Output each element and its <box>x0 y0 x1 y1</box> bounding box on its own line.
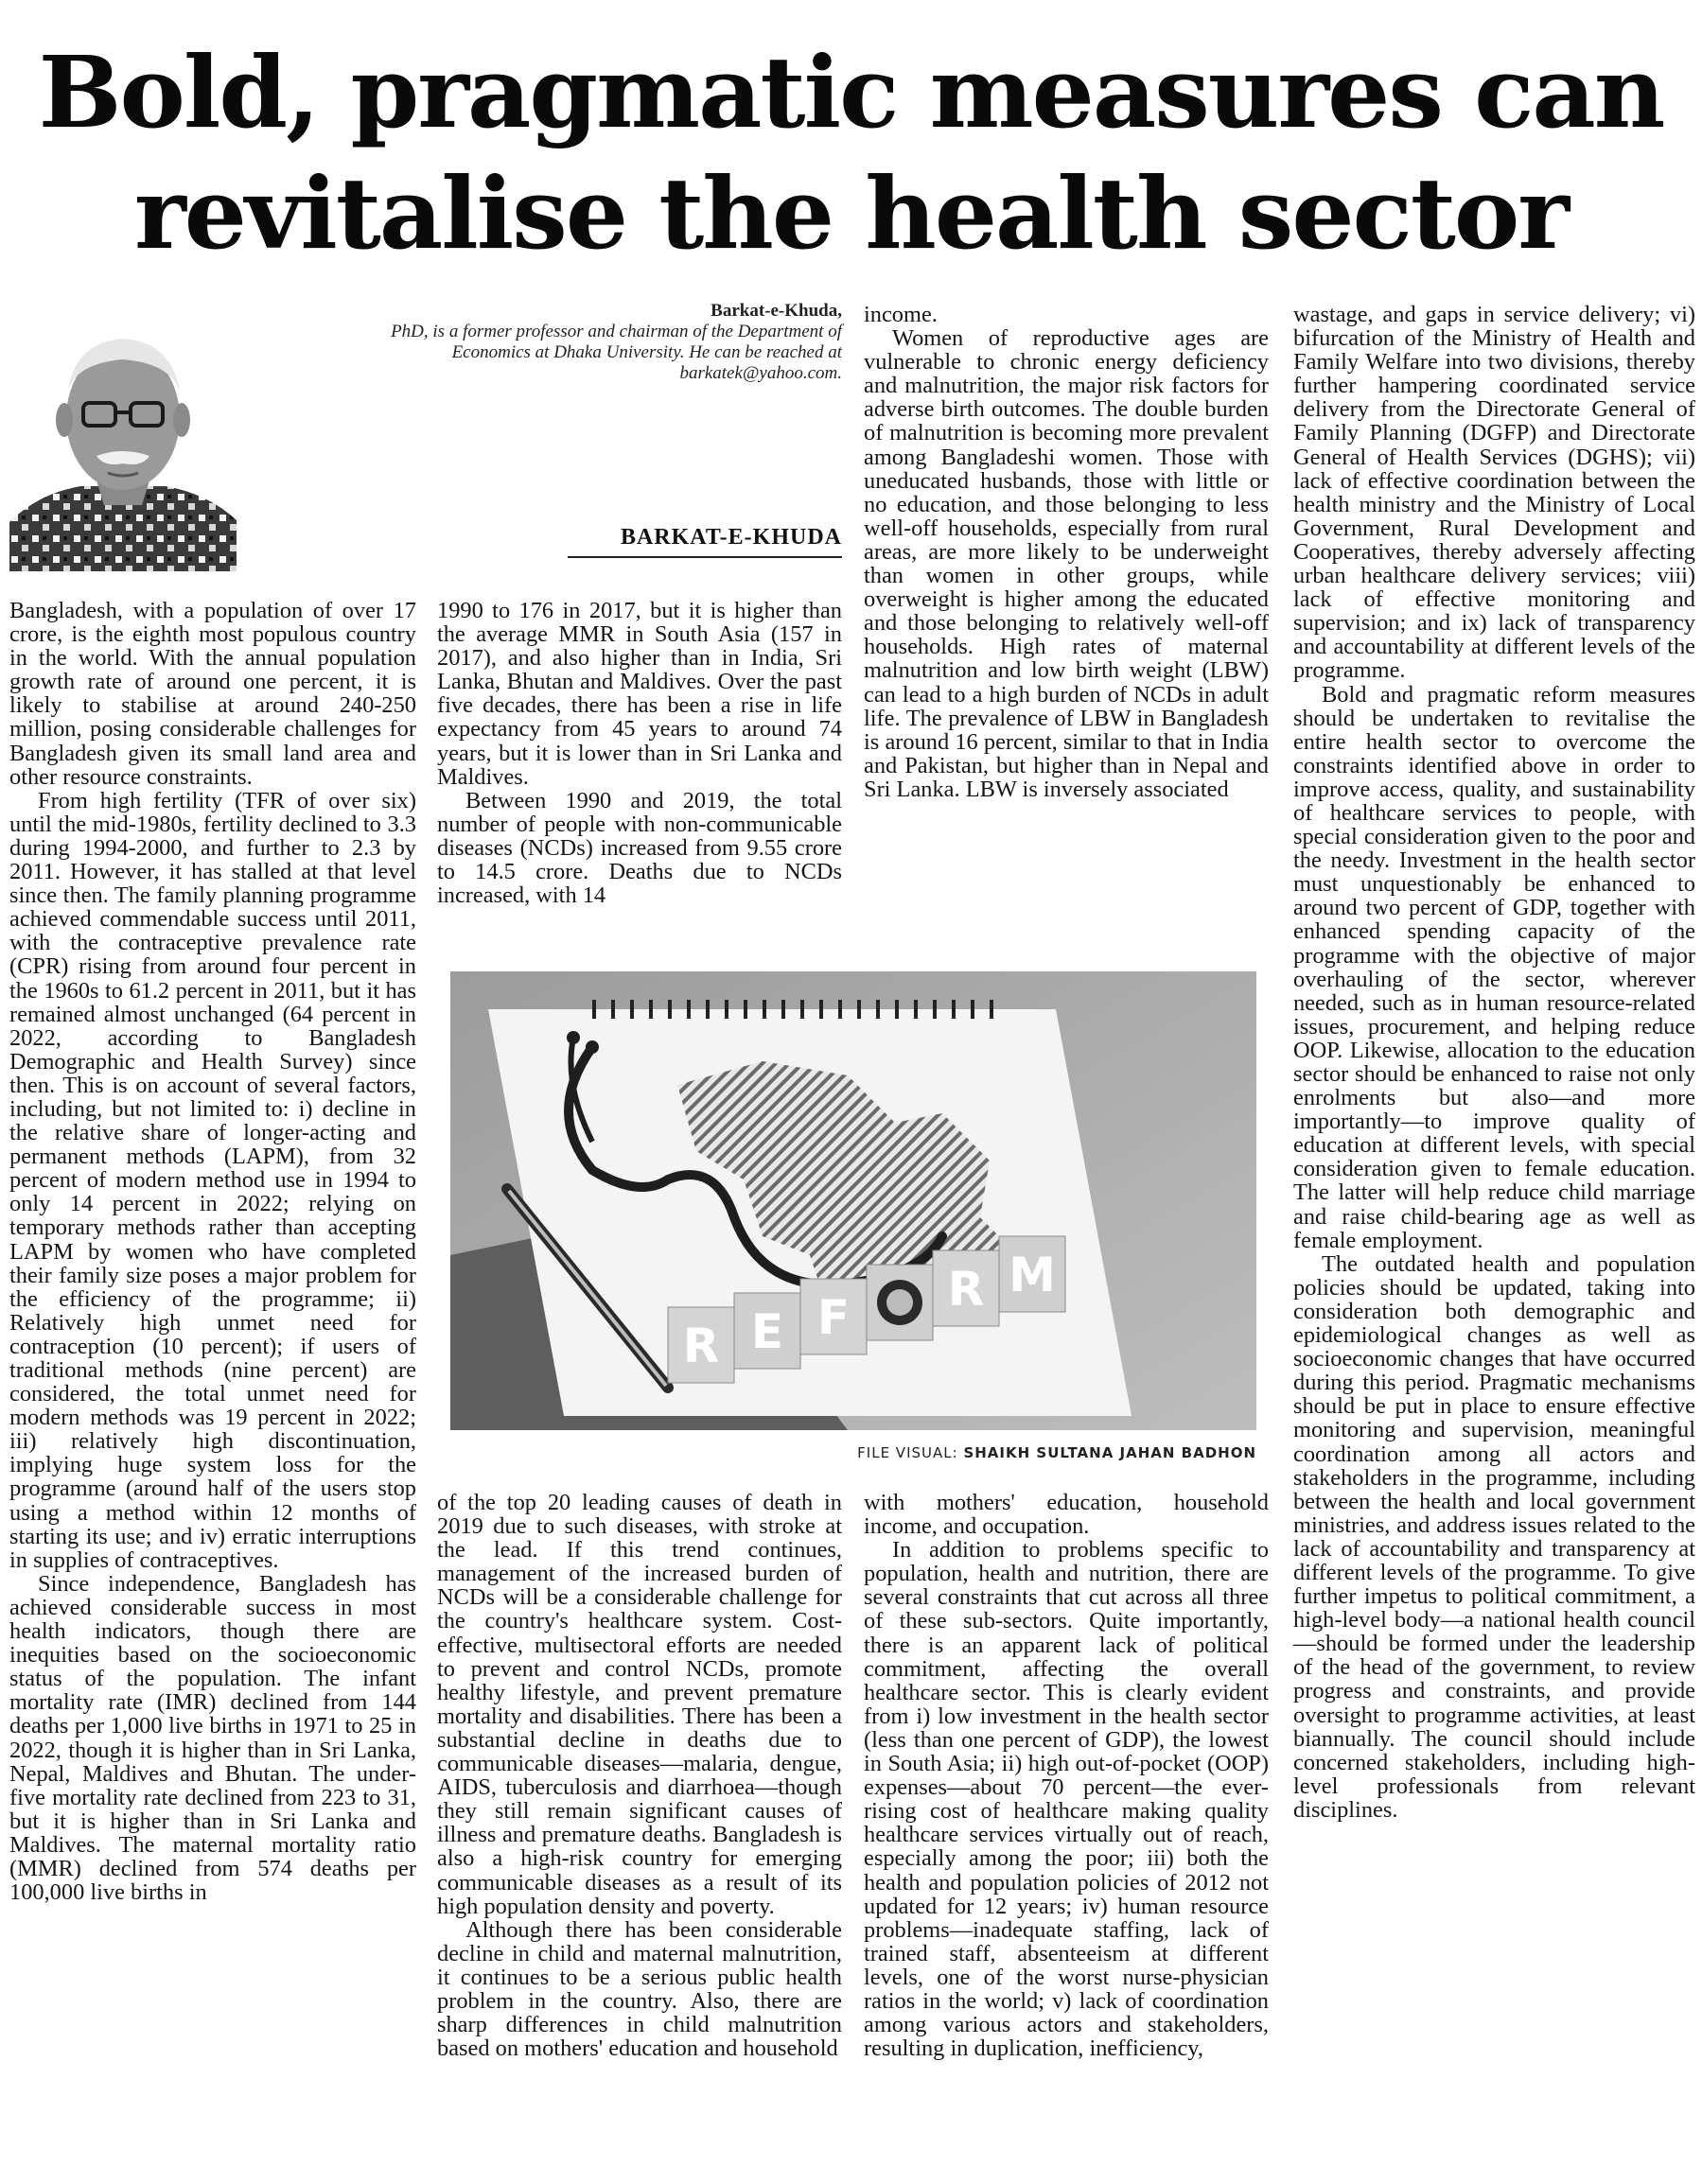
paragraph: Bangladesh, with a population of over 17 crore, is the eighth most populous country in the world. With the annual population growth rate of around one percent, it is likely to stabilise at around 240-250 million, posing considerable challenges for Bangladesh given its small land area and other resource constraints. <box>9 598 416 790</box>
author-portrait <box>9 305 237 571</box>
paragraph: income. <box>864 302 938 327</box>
reform-letter: R <box>947 1262 985 1317</box>
caption-credit: SHAIKH SULTANA JAHAN BADHON <box>963 1444 1256 1461</box>
reform-letter: R <box>682 1319 720 1373</box>
paragraph: 1990 to 176 in 2017, but it is higher than the average MMR in South Asia (157 in 2017), and also higher than in India, Sri Lanka, Bhutan and Maldives. Over the past five decades, there has been a rise in life expectancy from 45 years to around 74 years, but it is lower than in Sri Lanka and Maldives. <box>437 598 842 790</box>
paragraph: The outdated health and population policies should be updated, taking into consideration both demographic and epidemiological changes as well as socioeconomic changes that have occurred during this period. Pragmatic mechanisms should be put in place to ensure effective monitoring and supervision, meaningful coordination among all actors and stakeholders in the programme, including between the health and local government ministries, and address issues related to the lack of accountability and transparency at different levels of the programme. To give further impetus to political commitment, a high-level body—a national health council—should be formed under the leadership of the head of the government, to review progress and constraints, and provide oversight to programme activities, at least biannually. The council should include concerned stakeholders, including high-level professionals from relevant disciplines. <box>1293 1250 1695 1823</box>
headline <box>0 32 1702 274</box>
headline-line-2: revitalise the health sector <box>133 155 1569 271</box>
byline-divider <box>568 556 842 558</box>
author-description: PhD, is a former professor and chairman of the Department of Economics at Dhaka University. He can be reached at barkatek@yahoo.com. <box>391 322 842 383</box>
article-column-4 <box>1293 303 1695 1822</box>
article-column-2-bottom <box>437 1491 842 2060</box>
caption-label: FILE VISUAL: <box>857 1444 958 1461</box>
article-column-3-top <box>864 303 1269 801</box>
article-column-1 <box>9 599 416 1904</box>
author-name: Barkat-e-Khuda, <box>711 301 842 321</box>
paragraph: Bold and pragmatic reform measures should be undertaken to revitalise the entire health sector to overcome the constraints identified above in order to improve access, quality, and sustainability of healthcare services to people, with special consideration given to the poor and the needy. Investment in the health sector must unquestionably be enhanced to around two percent of GDP, together with enhanced spending capacity of the programme with the objective of major overhauling of the sector, wherever needed, such as in human resource-related issues, procurement, and helping reduce OOP. Likewise, allocation to the education sector should be enhanced to raise not only enrolments but also—and more importantly—to improve quality of education at different levels, with special consideration given to female education. The latter will help reduce child marriage and raise child-bearing age as well as female employment. <box>1293 681 1695 1253</box>
paragraph: with mothers' education, household income, and occupation. <box>864 1490 1269 1540</box>
paragraph: of the top 20 leading causes of death in 2019 due to such diseases, with stroke at the lead. If this trend continues, management of the increased burden of NCDs will be a considerable challenge for the country's healthcare system. Cost-effective, multisectoral efforts are needed to prevent and control NCDs, promote healthy lifestyle, and prevent premature mortality and disabilities. There has been a substantial decline in deaths due to communicable diseases—malaria, dengue, AIDS, tuberculosis and diarrhoea—though they still remain significant causes of illness and premature deaths. Bangladesh is also a high-risk country for emerging communicable diseases as a result of its high population density and poverty. <box>437 1490 842 1919</box>
paragraph: Since independence, Bangladesh has achieved considerable success in most health indicators, though there are inequities based on the socioeconomic status of the population. The infant mortality rate (IMR) declined from 144 deaths per 1,000 live births in 1971 to 25 in 2022, though it is higher than in Sri Lanka, Nepal, Maldives and Bhutan. The under-five mortality rate declined from 223 to 31, but it is higher than in Sri Lanka and Maldives. The maternal mortality ratio (MMR) declined from 574 deaths per 100,000 live births in <box>9 1570 416 1906</box>
paragraph: Between 1990 and 2019, the total number of people with non-communicable diseases (NCDs) increased from 9.55 crore to 14.5 crore. Deaths due to NCDs increased, with 14 <box>437 787 842 909</box>
author-bio <box>312 301 842 384</box>
paragraph: wastage, and gaps in service delivery; vi) bifurcation of the Ministry of Health and Family Welfare into two divisions, thereby further hampering coordinated service delivery from the Directorate General of Family Planning (DGFP) and Directorate General of Health Services (DGHS); vii) lack of effective coordination between the health ministry and the Ministry of Local Government, Rural Development and Cooperatives, thereby adversely affecting urban healthcare delivery services; viii) lack of effective monitoring and supervision; and ix) lack of transparency and accountability at different levels of the programme. <box>1293 302 1695 684</box>
reform-illustration <box>450 971 1256 1430</box>
author-signature: BARKAT-E-KHUDA <box>620 525 842 550</box>
paragraph: Although there has been considerable decline in child and maternal malnutrition, it continues to be a serious public health problem in the country. Also, there are sharp differences in child malnutrition based on mothers' education and household <box>437 1916 842 2062</box>
paragraph: From high fertility (TFR of over six) until the mid-1980s, fertility declined to 3.3 during 1994-2000, and further to 2.3 by 2011. However, it has stalled at that level since then. The family planning programme achieved commendable success until 2011, with the contraceptive prevalence rate (CPR) rising from around four percent in the 1960s to 61.2 percent in 2011, but it has remained almost unchanged (64 percent in 2022, according to Bangladesh Demographic and Health Survey) since then. This is on account of several factors, including, but not limited to: i) decline in the relative share of longer-acting and permanent methods (LAPM), from 32 percent of modern method use in 1994 to only 14 percent in 2022; relying on temporary methods rather than accepting LAPM by women who have completed their family size poses a major problem for the efficiency of the programme; ii) Relatively high unmet need for contraception (10 percent); if users of traditional methods (nine percent) are considered, the total unmet need for modern methods was 19 percent in 2022; iii) relatively high discontinuation, implying huge system loss for the programme (around half of the users stop using a method within 12 months of starting its use; and iv) erratic interruptions in supplies of contraceptives. <box>9 787 416 1573</box>
article-column-3-bottom <box>864 1491 1269 2060</box>
article-column-2-top <box>437 599 842 907</box>
figure-caption <box>450 1444 1256 1461</box>
paragraph: In addition to problems specific to population, health and nutrition, there are several constraints that cut across all three of these sub-sectors. Quite importantly, there is an apparent lack of political commitment, affecting the overall healthcare sector. This is clearly evident from i) low investment in the health sector (less than one percent of GDP), the lowest in South Asia; ii) high out-of-pocket (OOP) expenses—about 70 percent—the ever-rising cost of healthcare making quality healthcare services virtually out of reach, especially among the poor; iii) both the health and population policies of 2012 not updated for 12 years; iv) human resource problems—inadequate staffing, lack of trained staff, absenteeism at different levels, one of the worst nurse-physician ratios in the world; v) lack of coordination among various actors and stakeholders, resulting in duplication, inefficiency, <box>864 1537 1269 2062</box>
reform-letter: F <box>816 1290 851 1345</box>
reform-letter: E <box>750 1304 784 1359</box>
headline-line-1: Bold, pragmatic measures can <box>38 34 1664 150</box>
reform-letter: M <box>1009 1248 1056 1302</box>
paragraph: Women of reproductive ages are vulnerable to chronic energy deficiency and malnutrition, the major risk factors for adverse birth outcomes. The double burden of malnutrition is becoming more prevalent among Bangladeshi women. Those with uneducated husbands, those with little or no education, and those belonging to less well-off households, especially from rural areas, are more likely to be underweight than women in other groups, while overweight is higher among the educated and those belonging to relatively well-off households. High rates of maternal malnutrition and low birth weight (LBW) can lead to a high burden of NCDs in adult life. The prevalence of LBW in Bangladesh is around 16 percent, similar to that in India and Pakistan, but higher than in Nepal and Sri Lanka. LBW is inversely associated <box>864 325 1269 802</box>
